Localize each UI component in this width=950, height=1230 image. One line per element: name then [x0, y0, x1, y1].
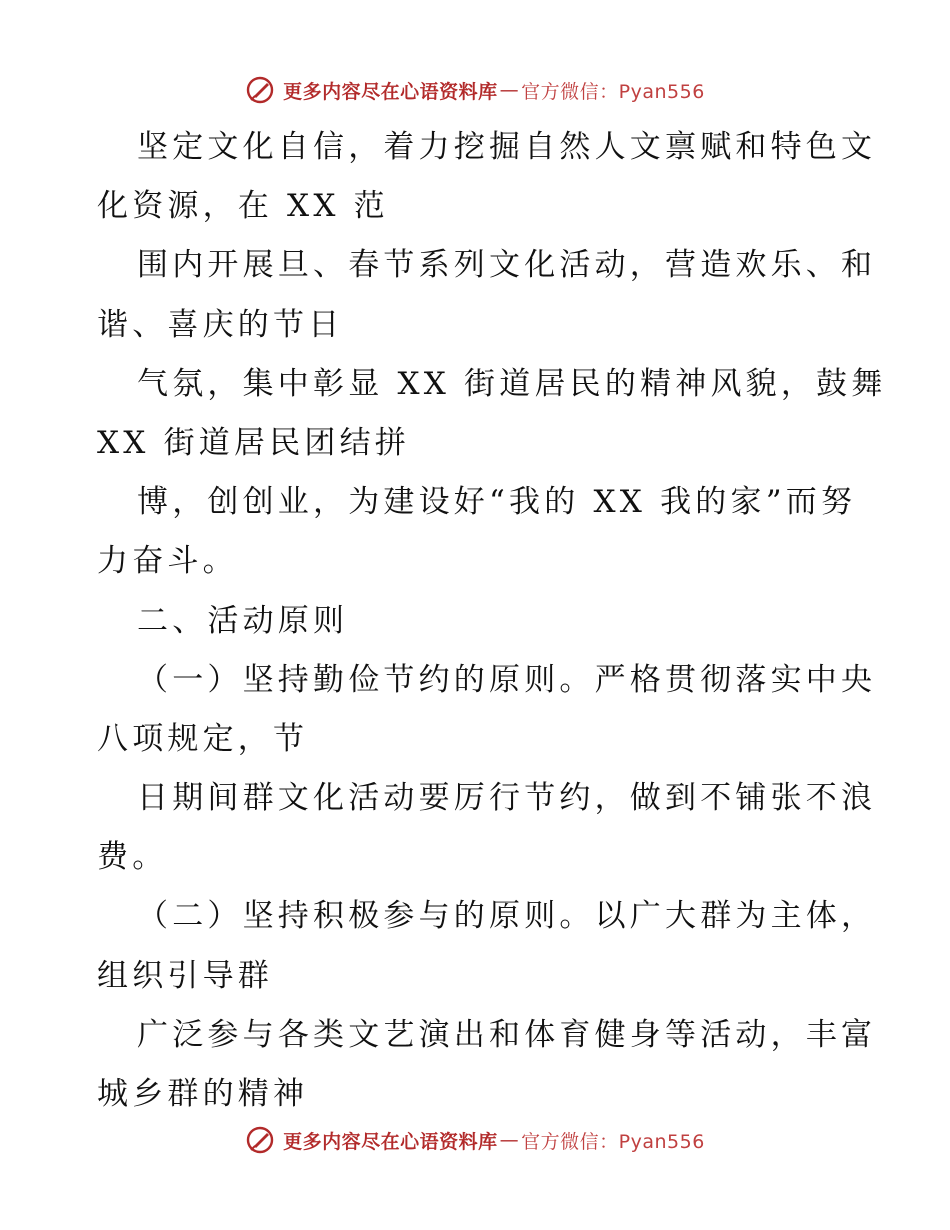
- text-line: 围内开展旦、春节系列文化活动，营造欢乐、和: [137, 247, 877, 284]
- text-line: 坚定文化自信，着力挖掘自然人文禀赋和特色文: [137, 129, 877, 165]
- text-line: 广泛参与各类文艺演出和体育健身等活动，丰富: [137, 1016, 877, 1053]
- text-line: XX 街道居民团结拼: [97, 424, 410, 461]
- quill-logo-icon: [245, 1125, 275, 1155]
- banner-contact-text: 官方微信：Pyan556: [521, 80, 705, 103]
- text-line: 二、活动原则: [137, 602, 349, 639]
- document-body: [97, 118, 887, 1124]
- text-line: 博，创创业，为建设好“我的 XX 我的家”而努: [137, 484, 857, 521]
- text-line: 气氛，集中彰显 XX 街道居民的精神风貌，鼓舞: [137, 365, 887, 402]
- text-line: 费。: [97, 839, 168, 876]
- text-line: 力奋斗。: [97, 543, 238, 580]
- text-line: 化资源，在 XX 范: [97, 188, 389, 225]
- text-line: （二）坚持积极参与的原则。以广大群为主体，: [137, 898, 877, 935]
- text-line: （一）坚持勤俭节约的原则。严格贯彻落实中央: [137, 661, 877, 698]
- banner-dash: —: [499, 79, 520, 101]
- text-line: 八项规定，节: [97, 720, 309, 757]
- banner-main-text: 更多内容尽在心语资料库: [283, 80, 498, 103]
- banner-dash: —: [499, 1129, 520, 1151]
- header-banner: [0, 70, 950, 110]
- text-line: 城乡群的精神: [97, 1076, 309, 1112]
- footer-banner: [0, 1120, 950, 1160]
- text-line: 组织引导群: [97, 957, 273, 994]
- quill-logo-icon: [245, 75, 275, 105]
- text-line: 日期间群文化活动要厉行节约，做到不铺张不浪: [137, 780, 877, 817]
- banner-contact-text: 官方微信：Pyan556: [521, 1130, 705, 1153]
- text-line: 谐、喜庆的节日: [97, 306, 344, 343]
- banner-main-text: 更多内容尽在心语资料库: [283, 1130, 498, 1153]
